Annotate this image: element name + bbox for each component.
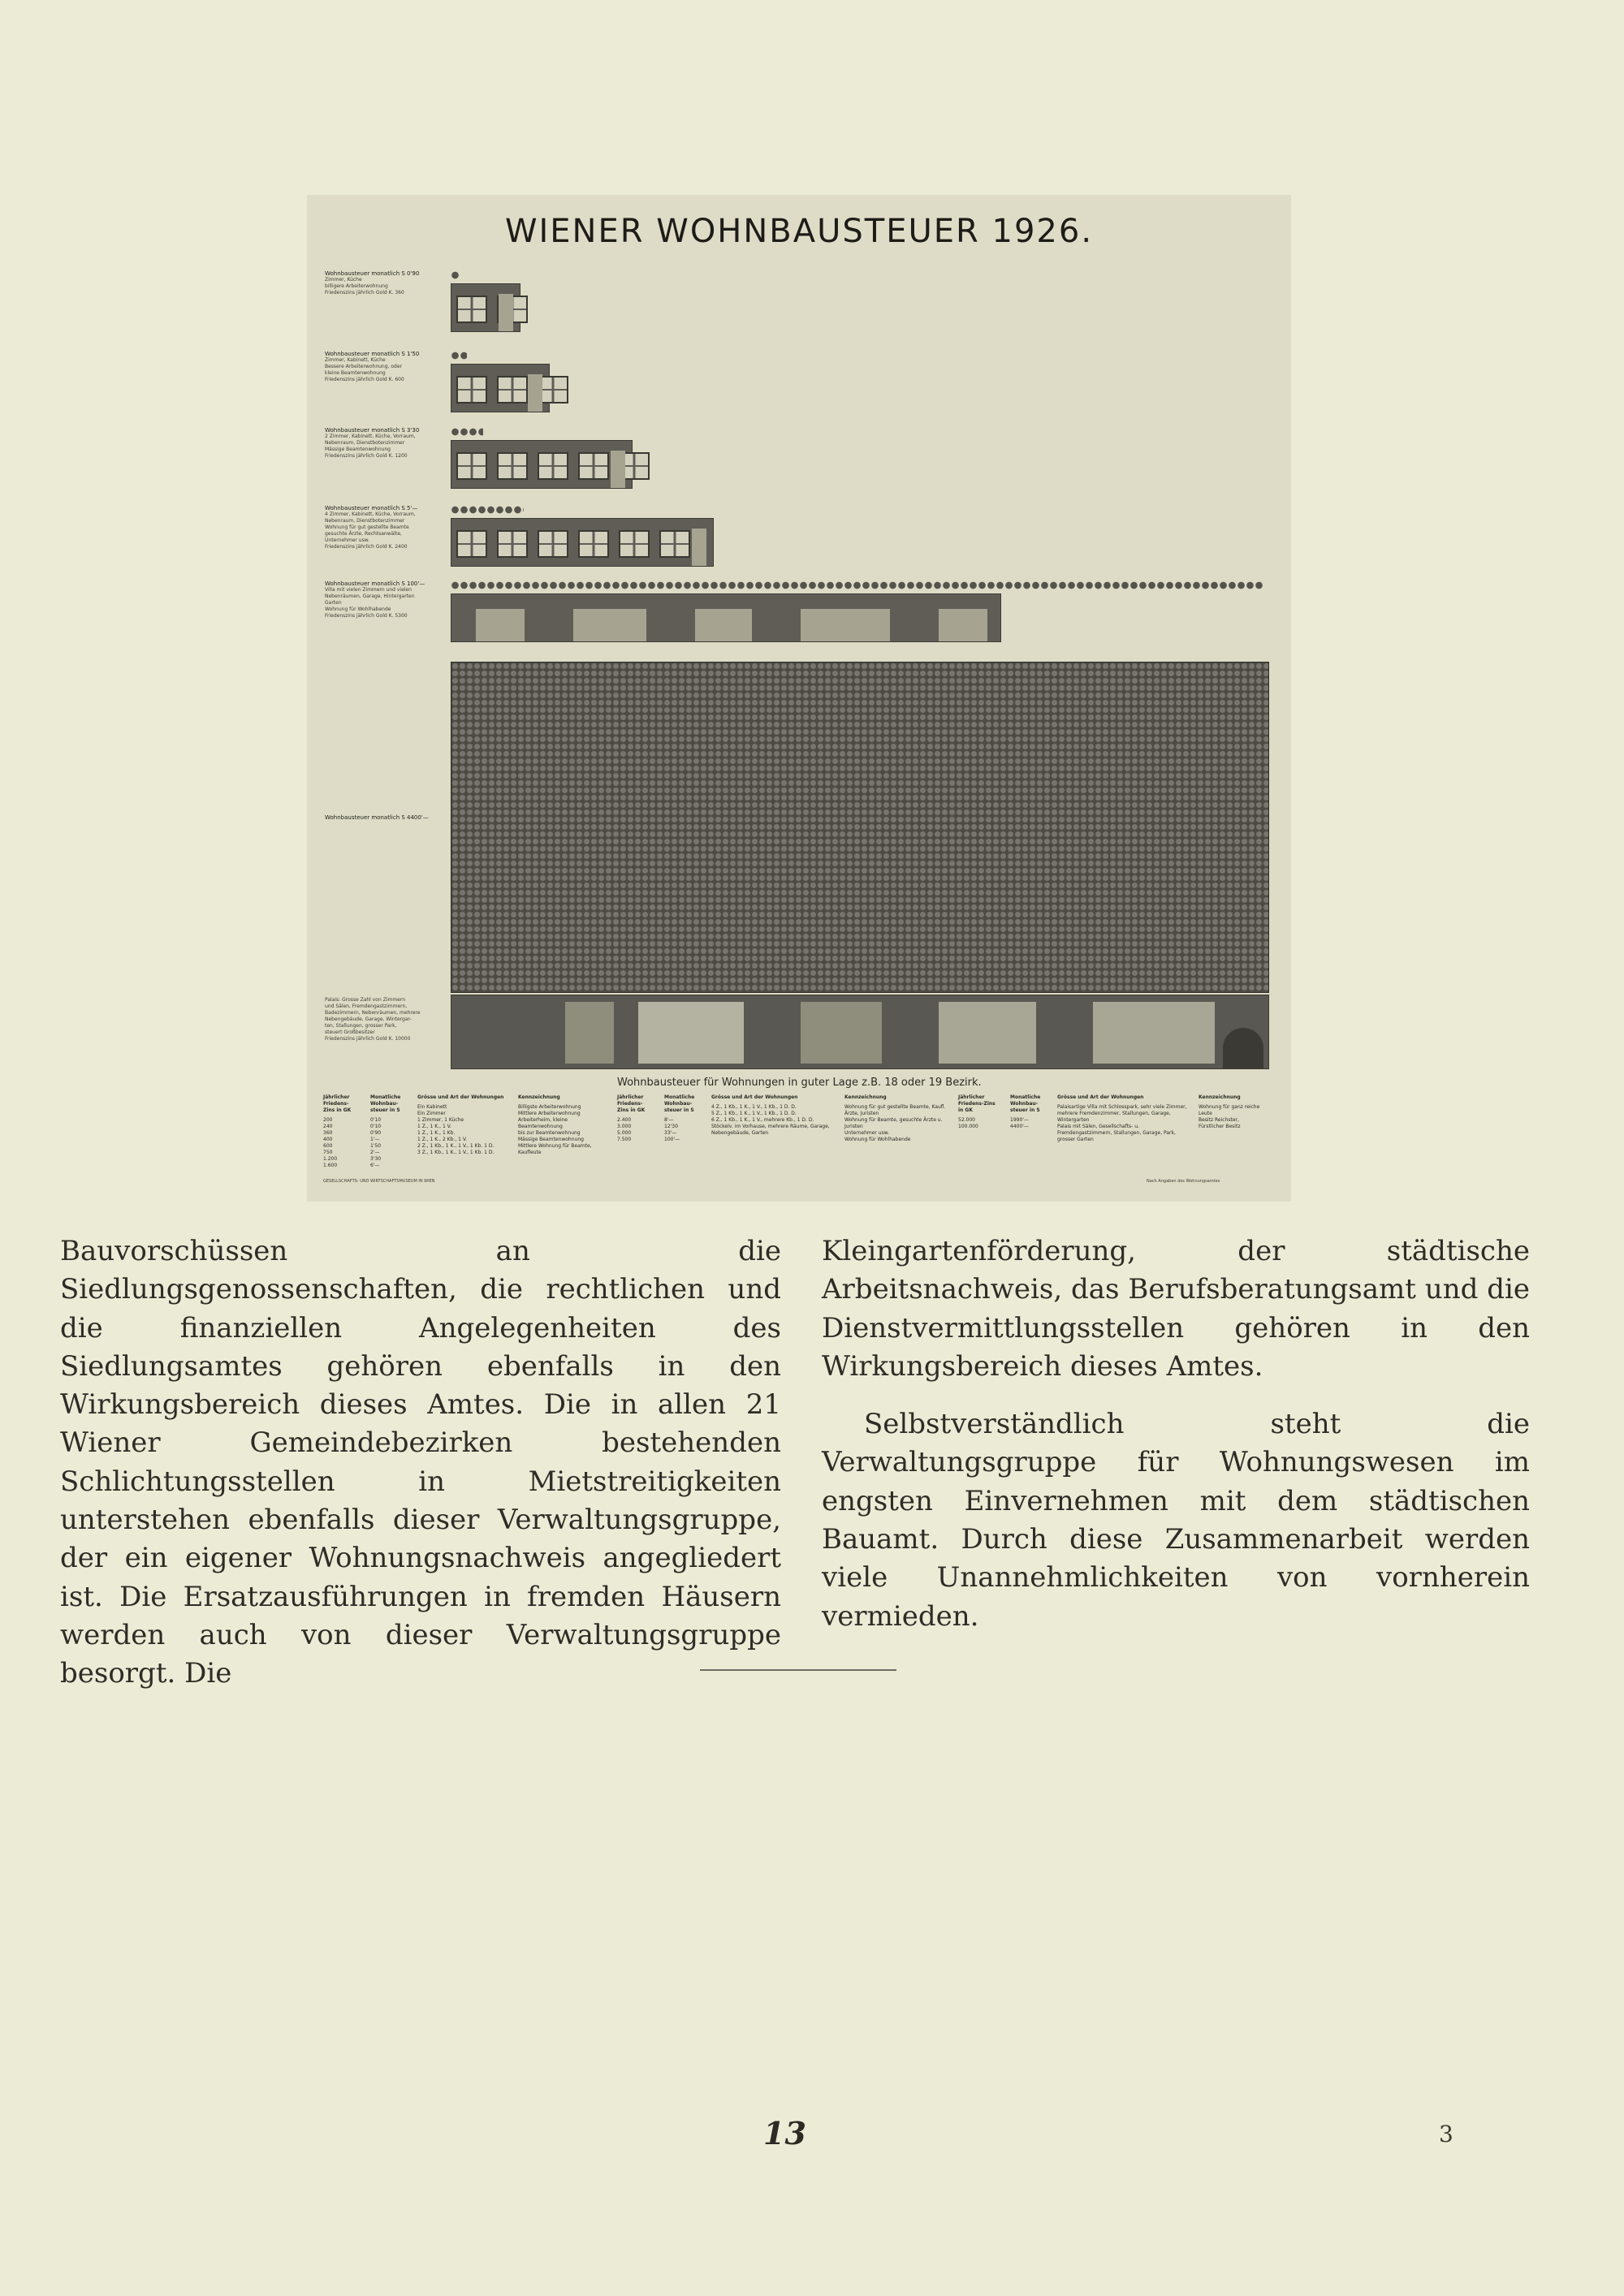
- table-cell: Billigste Arbeiterwohnung: [518, 1104, 581, 1110]
- table-cell: Wohnung für ganz reiche Leute: [1199, 1104, 1260, 1116]
- table-cell: Mässige Beamtenwohnung: [518, 1137, 584, 1142]
- furniture-shape: [939, 609, 987, 641]
- table-cell: 100.000: [958, 1124, 978, 1129]
- furniture-shape: [801, 609, 890, 641]
- tier-caption-line: Friedenszins jährlich Gold K. 360: [325, 290, 404, 296]
- table-cell: Wohnung für Beamte, gesuchte Ärzte u. Juristen: [844, 1117, 943, 1129]
- table-cell: 600: [323, 1143, 333, 1149]
- tier-caption-line: Friedenszins jährlich Gold K. 600: [325, 377, 404, 382]
- window-shape: [497, 452, 528, 480]
- table-cell: 5 Z., 1 Kb., 1 K., 1 V., 1 Kb., 1 D. D.: [711, 1111, 797, 1116]
- tier-caption-line: billigere Arbeiterwohnung: [325, 283, 388, 289]
- coin-row: [451, 580, 1263, 590]
- tier-caption-line: Unternehmer usw.: [325, 537, 369, 543]
- door-shape: [692, 529, 706, 566]
- window-shape: [497, 376, 528, 404]
- window-shape: [456, 376, 487, 404]
- door-shape: [499, 294, 513, 331]
- tier-caption: [325, 505, 447, 550]
- table-cell: 33'—: [664, 1130, 677, 1136]
- large-tier-line: Badezimmern, Nebenräumen, mehrere: [325, 1010, 421, 1016]
- table-cell: 3.000: [617, 1124, 632, 1129]
- fireplace-shape: [565, 1002, 614, 1064]
- hall-panel-shape: [801, 1002, 882, 1064]
- table-header: Monatliche Wohnbau-steuer in S: [1010, 1094, 1041, 1113]
- table-cell: 1 Z., 1 K., 1 Kb.: [417, 1130, 456, 1136]
- table-header: Jährlicher Friedens-Zins in GK: [323, 1094, 352, 1113]
- table-cell: 100'—: [664, 1137, 680, 1142]
- table-column: [417, 1094, 507, 1156]
- tier-caption-line: Wohnung für Wohlhabende: [325, 606, 391, 612]
- table-header: Monatliche Wohnbau-steuer in S: [370, 1094, 401, 1113]
- table-cell: Arbeiterheim, kleine Beamtenwohnung: [518, 1117, 568, 1129]
- tier-caption-line: Friedenszins jährlich Gold K. 1200: [325, 453, 408, 459]
- window-shape: [497, 530, 528, 558]
- table-cell: 3'30: [370, 1156, 382, 1162]
- table-header: Grösse und Art der Wohnungen: [417, 1094, 504, 1100]
- table-column: [370, 1094, 406, 1169]
- tier-caption-line: Nebenraum, Dienstbotenzimmer: [325, 440, 405, 446]
- tier-heading: Wohnbausteuer monatlich S 5'—: [325, 505, 418, 511]
- right-paragraph-1: Kleingartenförderung, der städtische Arbeitsnachweis, das Berufsberatungsamt und die Dienstvermittlungsstellen gehören in den Wirkungsbereich dieses Amtes.: [822, 1235, 1530, 1383]
- window-shape: [619, 530, 650, 558]
- dwelling-illustration: [451, 593, 1001, 642]
- table-header: Grösse und Art der Wohnungen: [711, 1094, 798, 1100]
- window-shape: [659, 530, 690, 558]
- dwelling-illustration: [451, 364, 550, 412]
- figure-footnote-right: Nach Angaben des Wohnungsamtes: [1147, 1179, 1220, 1184]
- table-column: [664, 1094, 700, 1143]
- table-cell: 6 Z., 1 Kb., 1 K., 1 V., mehrere Kb., 1 D. D.: [711, 1117, 814, 1123]
- coin-row: [451, 270, 459, 280]
- table-cell: bis zur Beamtenwohnung: [518, 1130, 581, 1136]
- window-shape: [538, 530, 568, 558]
- right-table: [958, 1094, 1275, 1143]
- table-cell: Wohnung für Wohlhabende: [844, 1137, 911, 1142]
- tier-caption-line: Friedenszins jährlich Gold K. 2400: [325, 544, 408, 550]
- table-cell: 240: [323, 1124, 333, 1129]
- text-column-right: [822, 1232, 1530, 1655]
- table-cell: 1'50: [370, 1143, 382, 1149]
- arch-shape: [1223, 1028, 1263, 1068]
- table-cell: 1.200: [323, 1156, 338, 1162]
- table-cell: 1.600: [323, 1163, 338, 1168]
- window-shape: [578, 530, 609, 558]
- tier-caption: [325, 270, 447, 296]
- table-cell: 6'—: [370, 1163, 380, 1168]
- tier-caption: [325, 427, 447, 460]
- table-cell: 8'—: [664, 1117, 674, 1123]
- stable-shape: [1093, 1002, 1215, 1064]
- figure-axis-label: Wohnbausteuer für Wohnungen in guter Lage z.B. 18 oder 19 Bezirk.: [617, 1077, 982, 1089]
- table-cell: 2.400: [617, 1117, 632, 1123]
- tier-caption-line: Garten: [325, 600, 342, 606]
- window-shape: [456, 296, 487, 323]
- window-shape: [578, 452, 609, 480]
- table-header: Kennzeichnung: [518, 1094, 560, 1100]
- table-cell: 0'10: [370, 1117, 382, 1123]
- table-header: Jährlicher Friedens-Zins in GK: [958, 1094, 996, 1113]
- table-cell: Mittlere Wohnung für Beamte, Kaufleute: [518, 1143, 592, 1155]
- dwelling-illustration: [451, 283, 520, 332]
- coin-row: [451, 505, 524, 515]
- table-column: [1199, 1094, 1263, 1130]
- tier-caption-line: kleine Beamtenwohnung: [325, 370, 386, 376]
- table-cell: 200: [323, 1117, 333, 1123]
- tier-caption-line: Nebenraum, Dienstbotenzimmer: [325, 518, 405, 524]
- table-cell: 0'90: [370, 1130, 382, 1136]
- wintergarden-shape: [939, 1002, 1036, 1064]
- large-tier-caption: [325, 997, 447, 1042]
- figure-title: WIENER WOHNBAUSTEUER 1926.: [504, 213, 1094, 250]
- table-cell: 4 Z., 1 Kb., 1 K., 1 V., 1 Kb., 1 D. D.: [711, 1104, 797, 1110]
- tier-heading: Wohnbausteuer monatlich S 0'90: [325, 270, 420, 277]
- table-cell: Ein Zimmer: [417, 1111, 446, 1116]
- window-shape: [538, 452, 568, 480]
- large-tier-line: ten, Stallungen, grosser Park,: [325, 1023, 397, 1029]
- door-shape: [611, 451, 625, 488]
- tier-caption-line: gesuchte Ärzte, Rechtsanwälte,: [325, 531, 402, 537]
- tier-caption-line: 2 Zimmer, Kabinett, Küche, Vorraum,: [325, 434, 416, 439]
- coin-row: [451, 351, 467, 360]
- tier-caption-line: Bessere Arbeiterwohnung, oder: [325, 364, 402, 369]
- tier-caption: [325, 580, 447, 619]
- large-tier-line: Nebengebäude, Garage, Wintergar-: [325, 1016, 412, 1022]
- table-cell: 52.000: [958, 1117, 975, 1123]
- tier-caption-line: Zimmer, Küche: [325, 277, 362, 283]
- table-cell: 4400'—: [1010, 1124, 1029, 1129]
- tier-caption-line: Friedenszins jährlich Gold K. 5300: [325, 613, 408, 619]
- table-cell: 1 Z., 1 K., 2 Kb., 1 V.: [417, 1137, 468, 1142]
- table-header: Monatliche Wohnbau-steuer in S: [664, 1094, 695, 1113]
- large-tier-line: und Sälen, Fremdengastzimmern,: [325, 1003, 408, 1009]
- coin-grid-large: [451, 662, 1269, 993]
- table-cell: 7.500: [617, 1137, 632, 1142]
- tier-heading: Wohnbausteuer monatlich S 1'50: [325, 351, 420, 357]
- tier-caption-line: Villa mit vielen Zimmern und vielen: [325, 587, 412, 593]
- table-column: [711, 1094, 833, 1137]
- left-table: [323, 1094, 619, 1169]
- table-cell: 1990'—: [1010, 1117, 1029, 1123]
- window-shape: [456, 452, 487, 480]
- table-cell: 2 Z., 1 Kb., 1 K., 1 V., 1 Kb. 1 D.: [417, 1143, 495, 1149]
- section-divider: [700, 1669, 896, 1671]
- table-cell: Mittlere Arbeiterwohnung: [518, 1111, 581, 1116]
- table-cell: 3 Z., 1 Kb., 1 K., 1 V., 1 Kb. 1 D.: [417, 1150, 495, 1155]
- table-cell: 5.000: [617, 1130, 632, 1136]
- table-cell: 1'—: [370, 1137, 380, 1142]
- large-tier-heading: Wohnbausteuer monatlich S 4400'—: [325, 814, 429, 821]
- large-tier-line: steuert Großbesitzer: [325, 1029, 375, 1035]
- tier-caption-line: 4 Zimmer, Kabinett, Küche, Vorraum,: [325, 511, 416, 517]
- table-column: [1057, 1094, 1187, 1143]
- furniture-shape: [695, 609, 752, 641]
- window-shape: [456, 530, 487, 558]
- table-cell: 1 Zimmer, 1 Küche: [417, 1117, 464, 1123]
- table-header: Jährlicher Friedens-Zins in GK: [617, 1094, 646, 1113]
- table-cell: 2'—: [370, 1150, 380, 1155]
- table-cell: 400: [323, 1137, 333, 1142]
- dwelling-illustration: [451, 518, 714, 567]
- right-paragraph-2: Selbstverständlich steht die Verwaltungsgruppe für Wohnungswesen im engsten Einvernehmen mit dem städtischen Bauamt. Durch diese Zusammenarbeit werden viele Unannehmlichkeiten von vornherein vermieden.: [822, 1408, 1530, 1633]
- coin-row: [451, 427, 483, 437]
- table-cell: 0'10: [370, 1124, 382, 1129]
- large-tier-line: Palais: Grosse Zahl von Zimmern: [325, 997, 406, 1003]
- palace-illustration-strip: [451, 995, 1269, 1069]
- tier-caption: [325, 351, 447, 383]
- tier-caption-line: Wohnung für gut gestellte Beamte: [325, 524, 409, 530]
- middle-table: [617, 1094, 961, 1143]
- table-cell: Ein Kabinett: [417, 1104, 447, 1110]
- figure-footnote-left: GESELLSCHAFTS- UND WIRTSCHAFTSMUSEUM IN WIEN: [323, 1179, 435, 1184]
- table-header: Kennzeichnung: [1199, 1094, 1241, 1100]
- table-cell: 750: [323, 1150, 333, 1155]
- table-cell: 360: [323, 1130, 333, 1136]
- table-cell: Unternehmer usw.: [844, 1130, 889, 1136]
- table-column: [844, 1094, 950, 1143]
- page-number: 13: [763, 2115, 806, 2151]
- door-shape: [528, 374, 542, 412]
- large-tier-line: Friedenszins jährlich Gold K. 10000: [325, 1036, 411, 1042]
- table-header: Grösse und Art der Wohnungen: [1057, 1094, 1144, 1100]
- sheet-number: 3: [1439, 2121, 1453, 2147]
- table-column: [617, 1094, 653, 1143]
- mirror-panel-shape: [638, 1002, 744, 1064]
- table-header: Kennzeichnung: [844, 1094, 887, 1100]
- table-column: [958, 1094, 999, 1130]
- table-cell: Palais mit Sälen, Gesellschafts- u. Fremdengastzimmern, Stallungen, Garage, Park, grosser Garten: [1057, 1124, 1176, 1142]
- table-cell: Palaisartige Villa mit Schlosspark, sehr viele Zimmer, mehrere Fremdenzimmer, Stallungen, Garage, Wintergarten: [1057, 1104, 1187, 1123]
- text-column-left: [60, 1232, 781, 1694]
- table-cell: 12'30: [664, 1124, 678, 1129]
- dwelling-illustration: [451, 440, 633, 489]
- table-cell: 1 Z., 1 K., 1 V.: [417, 1124, 451, 1129]
- table-cell: Besitz Reichster, Fürstlicher Besitz: [1199, 1117, 1241, 1129]
- table-column: [1010, 1094, 1046, 1130]
- furniture-shape: [573, 609, 646, 641]
- tier-heading: Wohnbausteuer monatlich S 100'—: [325, 580, 425, 587]
- table-cell: Stöckelv. im Vorhause, mehrere Räume, Garage, Nebengebäude, Garten: [711, 1124, 830, 1136]
- table-column: [323, 1094, 359, 1169]
- table-column: [518, 1094, 607, 1156]
- left-paragraph: Bauvorschüssen an die Siedlungsgenossenschaften, die rechtlichen und die finanziellen Angelegenheiten des Siedlungsamtes gehören ebenfalls in den Wirkungsbereich dieses Amtes. Die in allen 21 Wiener Gemeindebezirken bestehenden Schlichtungsstellen in Mietstreitigkeiten unterstehen ebenfalls dieser Verwaltungsgruppe, der ein eigener Wohnungsnachweis angegliedert ist. Die Ersatzausführungen in fremden Häusern werden auch von dieser Verwaltungsgruppe besorgt. Die: [60, 1235, 781, 1690]
- tier-caption-line: Zimmer, Kabinett, Küche: [325, 357, 386, 363]
- table-cell: Wohnung für gut gestellte Beamte, Kaufl. Ärzte, Juristen: [844, 1104, 946, 1116]
- tier-heading: Wohnbausteuer monatlich S 3'30: [325, 427, 420, 434]
- furniture-shape: [476, 609, 525, 641]
- tier-caption-line: Mässige Beamtenwohnung: [325, 447, 391, 452]
- tier-caption-line: Nebenräumen, Garage, Hintergarten: [325, 593, 415, 599]
